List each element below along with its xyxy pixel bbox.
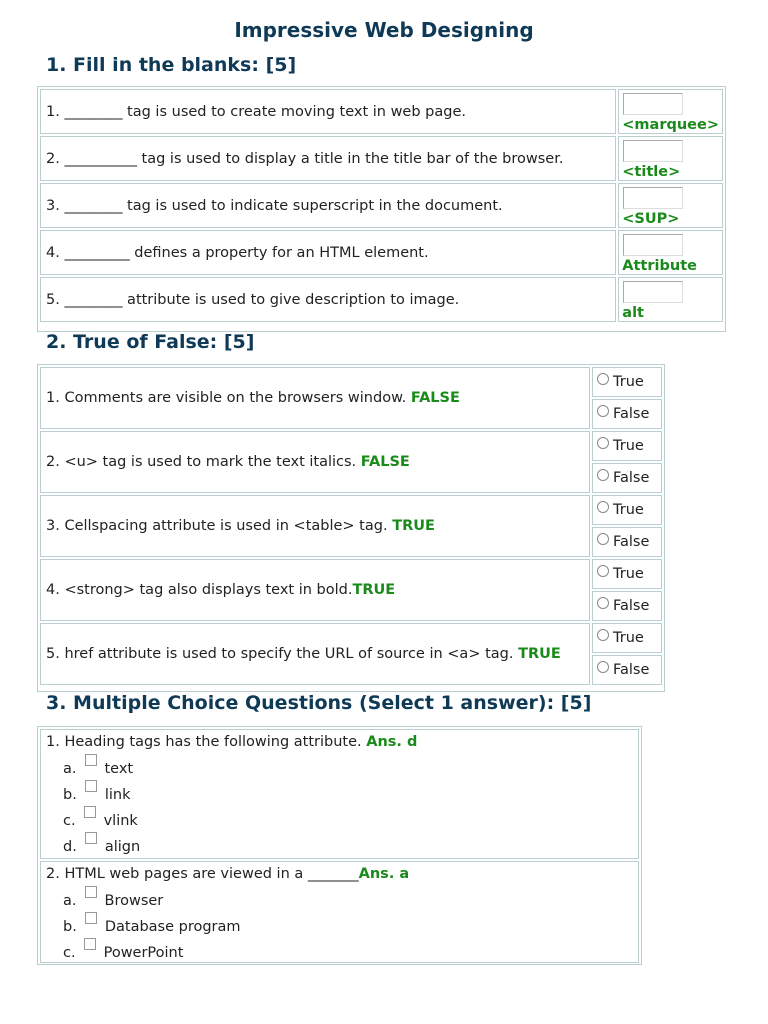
option-label: False	[613, 662, 650, 678]
tf-answer: FALSE	[410, 390, 460, 406]
option-text: Browser	[104, 893, 164, 909]
fill-answer-cell	[618, 136, 723, 181]
mcq-question-block	[40, 861, 639, 963]
tf-question-cell	[40, 495, 590, 557]
option-text: align	[104, 839, 141, 855]
tf-question: 2. <u> tag is used to mark the text italics.	[46, 454, 357, 470]
section-heading-fill: 1. Fill in the blanks: [5]	[46, 54, 297, 76]
radio-true[interactable]	[597, 437, 609, 449]
mcq-option	[41, 888, 638, 914]
tf-option-false[interactable]	[592, 463, 662, 493]
fill-question: 3. ________ tag is used to indicate superscript in the document.	[40, 183, 616, 228]
answer-input[interactable]	[623, 281, 683, 303]
option-label: False	[613, 598, 650, 614]
option-text: Database program	[104, 919, 241, 935]
option-letter: d.	[63, 839, 77, 855]
fill-row	[40, 277, 723, 322]
section-heading-tf: 2. True of False: [5]	[46, 331, 255, 353]
radio-false[interactable]	[597, 469, 609, 481]
tf-option-false[interactable]	[592, 655, 662, 685]
mcq-question-line	[41, 862, 638, 888]
answer-input[interactable]	[623, 93, 683, 115]
tf-question-cell	[40, 623, 590, 685]
mcq-question-block	[40, 729, 639, 859]
option-label: True	[613, 438, 644, 454]
true-false-table	[37, 364, 665, 692]
option-checkbox[interactable]	[85, 886, 97, 898]
option-text: PowerPoint	[103, 945, 184, 961]
tf-option-true[interactable]	[592, 559, 662, 589]
answer-input[interactable]	[623, 140, 683, 162]
option-letter: b.	[63, 787, 77, 803]
tf-option-false[interactable]	[592, 399, 662, 429]
tf-row	[40, 623, 662, 653]
mcq-question: 2. HTML web pages are viewed in a _______	[46, 866, 359, 882]
option-label: False	[613, 534, 650, 550]
mcq-option	[41, 940, 638, 966]
page-title: Impressive Web Designing	[234, 18, 534, 42]
option-checkbox[interactable]	[84, 938, 96, 950]
fill-answer-cell	[618, 277, 723, 322]
radio-false[interactable]	[597, 597, 609, 609]
fill-row	[40, 230, 723, 275]
tf-row	[40, 559, 662, 589]
option-letter: a.	[63, 761, 77, 777]
radio-false[interactable]	[597, 661, 609, 673]
fill-answer-cell	[618, 183, 723, 228]
option-checkbox[interactable]	[85, 912, 97, 924]
option-label: True	[613, 630, 644, 646]
mcq-option	[41, 834, 638, 860]
tf-answer: FALSE	[360, 454, 410, 470]
radio-false[interactable]	[597, 405, 609, 417]
fill-answer: alt	[622, 304, 644, 321]
fill-blanks-table	[37, 86, 726, 332]
mcq-option	[41, 782, 638, 808]
tf-row	[40, 495, 662, 525]
option-label: False	[613, 406, 650, 422]
option-checkbox[interactable]	[85, 780, 97, 792]
tf-question: 3. Cellspacing attribute is used in <table> tag.	[46, 518, 388, 534]
fill-answer: <SUP>	[622, 210, 680, 227]
tf-option-true[interactable]	[592, 367, 662, 397]
mcq-answer: Ans. d	[366, 734, 418, 750]
tf-option-true[interactable]	[592, 431, 662, 461]
fill-question: 2. __________ tag is used to display a title in the title bar of the browser.	[40, 136, 616, 181]
tf-question-cell	[40, 431, 590, 493]
tf-row	[40, 431, 662, 461]
option-checkbox[interactable]	[85, 832, 97, 844]
tf-option-true[interactable]	[592, 623, 662, 653]
tf-answer: TRUE	[352, 582, 396, 598]
fill-answer-cell	[618, 230, 723, 275]
radio-true[interactable]	[597, 565, 609, 577]
option-label: False	[613, 470, 650, 486]
mcq-question: 1. Heading tags has the following attribute.	[46, 734, 362, 750]
mcq-table	[37, 726, 642, 965]
fill-answer-cell	[618, 89, 723, 134]
fill-answer: Attribute	[622, 257, 697, 274]
fill-question: 5. ________ attribute is used to give description to image.	[40, 277, 616, 322]
radio-false[interactable]	[597, 533, 609, 545]
answer-input[interactable]	[623, 187, 683, 209]
mcq-option	[41, 914, 638, 940]
section-heading-mcq: 3. Multiple Choice Questions (Select 1 answer): [5]	[46, 692, 592, 714]
option-checkbox[interactable]	[85, 754, 97, 766]
tf-answer: TRUE	[518, 646, 561, 662]
tf-question-cell	[40, 559, 590, 621]
option-letter: a.	[63, 893, 77, 909]
option-letter: b.	[63, 919, 77, 935]
tf-option-true[interactable]	[592, 495, 662, 525]
answer-input[interactable]	[623, 234, 683, 256]
tf-option-false[interactable]	[592, 591, 662, 621]
fill-row	[40, 89, 723, 134]
radio-true[interactable]	[597, 629, 609, 641]
fill-answer: <marquee>	[622, 116, 719, 133]
fill-question: 1. ________ tag is used to create moving text in web page.	[40, 89, 616, 134]
mcq-option	[41, 756, 638, 782]
tf-row	[40, 367, 662, 397]
tf-answer: TRUE	[392, 518, 435, 534]
option-text: vlink	[103, 813, 138, 829]
fill-answer: <title>	[622, 163, 681, 180]
fill-row	[40, 183, 723, 228]
mcq-option	[41, 808, 638, 834]
mcq-answer: Ans. a	[358, 866, 410, 882]
tf-question-cell	[40, 367, 590, 429]
tf-question: 4. <strong> tag also displays text in bold.	[46, 582, 353, 598]
tf-question: 5. href attribute is used to specify the URL of source in <a> tag.	[46, 646, 514, 662]
option-label: True	[613, 374, 644, 390]
option-text: link	[104, 787, 131, 803]
option-text: text	[104, 761, 134, 777]
option-letter: c.	[63, 945, 76, 961]
option-letter: c.	[63, 813, 76, 829]
tf-option-false[interactable]	[592, 527, 662, 557]
radio-true[interactable]	[597, 373, 609, 385]
tf-question: 1. Comments are visible on the browsers window.	[46, 390, 407, 406]
fill-question: 4. _________ defines a property for an HTML element.	[40, 230, 616, 275]
fill-row	[40, 136, 723, 181]
option-label: True	[613, 502, 644, 518]
option-label: True	[613, 566, 644, 582]
option-checkbox[interactable]	[84, 806, 96, 818]
radio-true[interactable]	[597, 501, 609, 513]
mcq-question-line	[41, 730, 638, 756]
